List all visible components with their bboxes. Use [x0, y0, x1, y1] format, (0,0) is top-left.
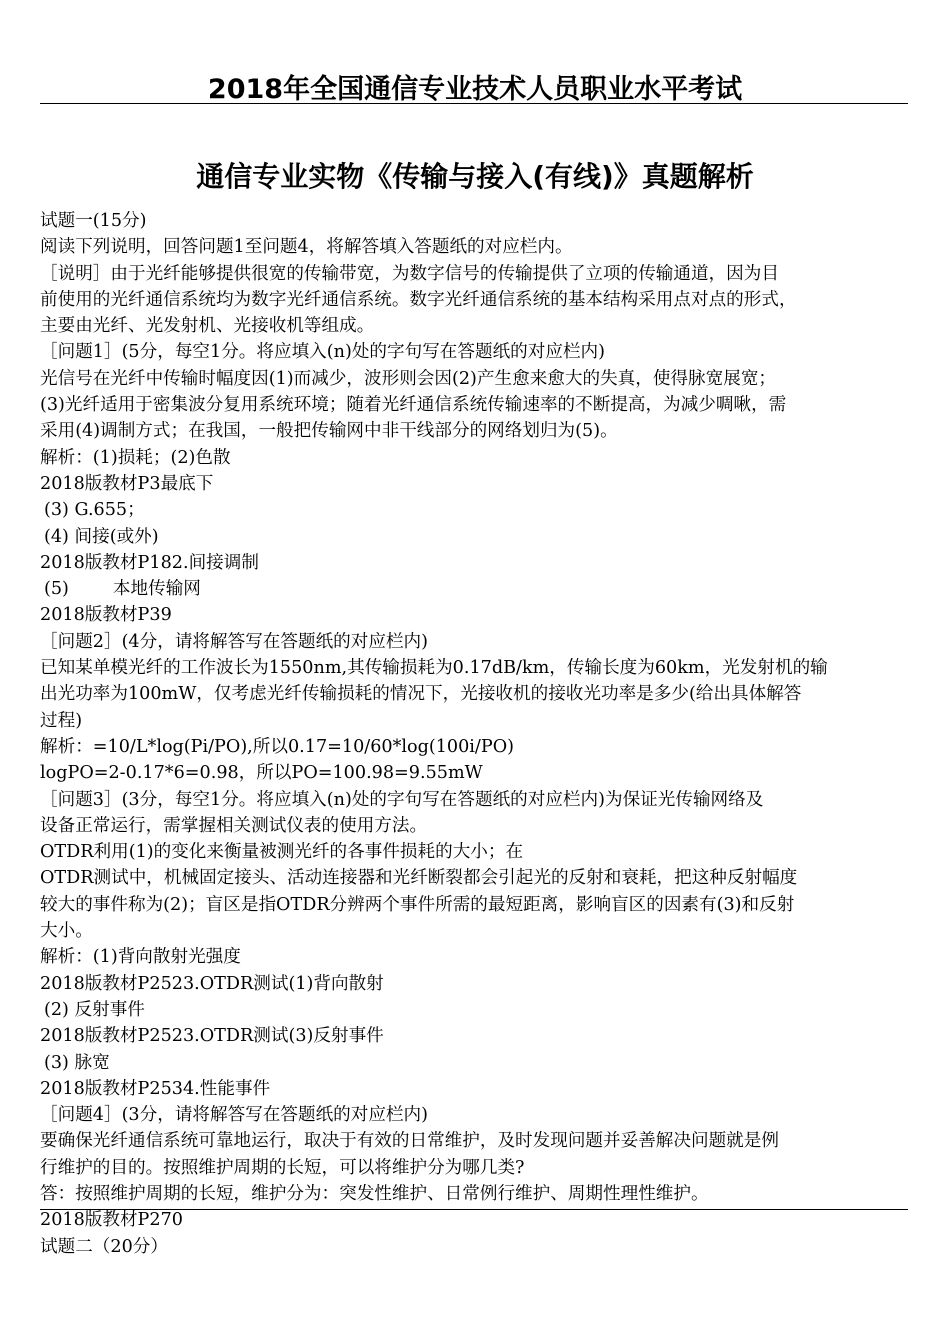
text-line: 行维护的目的。按照维护周期的长短，可以将维护分为哪几类? — [40, 1157, 525, 1178]
text-line: ［问题2］(4分，请将解答写在答题纸的对应栏内) — [40, 631, 428, 652]
text-line: 过程) — [40, 710, 83, 731]
text-line: ［说明］由于光纤能够提供很宽的传输带宽，为数字信号的传输提供了立项的传输通道，因为目 — [40, 263, 779, 284]
text-line: ［问题3］(3分，每空1分。将应填入(n)处的字句写在答题纸的对应栏内)为保证光传输网络及 — [40, 789, 764, 810]
text-line: (2) 反射事件 — [44, 999, 145, 1020]
text-line: 已知某单模光纤的工作波长为1550nm,其传输损耗为0.17dB/km，传输长度为60km，光发射机的输 — [40, 658, 828, 679]
text-line: 解析：(1)背向散射光强度 — [40, 947, 241, 968]
document-body — [40, 208, 908, 1260]
text-line: (4) 间接(或外) — [44, 526, 159, 547]
text-line: 主要由光纤、光发射机、光接收机等组成。 — [40, 316, 375, 337]
text-line: 2018版教材P182.间接调制 — [40, 552, 259, 573]
text-line: 出光功率为100mW，仅考虑光纤传输损耗的情况下，光接收机的接收光功率是多少(给出具体解答 — [40, 684, 802, 705]
text-line: 前使用的光纤通信系统均为数字光纤通信系统。数字光纤通信系统的基本结构采用点对点的形式， — [40, 289, 797, 310]
text-line: 解析：=10/L*log(Pi/PO),所以0.17=10/60*log(100i/PO) — [40, 736, 514, 757]
text-line: 2018版教材P270 — [40, 1210, 183, 1231]
text-line: (3) 脉宽 — [44, 1052, 110, 1073]
answer-text: 本地传输网 — [112, 579, 201, 600]
text-line: 试题一(15分) — [40, 211, 147, 231]
text-line: 2018版教材P2523.OTDR测试(1)背向散射 — [40, 973, 384, 994]
text-line: 2018版教材P39 — [40, 605, 172, 626]
text-line: 阅读下列说明，回答问题1至问题4，将解答填入答题纸的对应栏内。 — [40, 237, 573, 258]
text-line: (3) G.655； — [44, 500, 145, 521]
section-divider — [40, 1209, 908, 1210]
text-line: 较大的事件称为(2)；盲区是指OTDR分辨两个事件所需的最短距离，影响盲区的因素有(3)和反射 — [40, 894, 795, 915]
text-line: OTDR利用(1)的变化来衡量被测光纤的各事件损耗的大小；在 — [40, 842, 524, 863]
text-line: 采用(4)调制方式；在我国，一般把传输网中非干线部分的网络划归为(5)。 — [40, 421, 618, 442]
text-line: logPO=2-0.17*6=0.98，所以PO=100.98=9.55mW — [40, 763, 483, 784]
text-line: 答：按照维护周期的长短，维护分为：突发性维护、日常例行维护、周期性理性维护。 — [40, 1183, 709, 1204]
text-line: 要确保光纤通信系统可靠地运行，取决于有效的日常维护，及时发现问题并妥善解决问题就是例 — [40, 1131, 779, 1152]
text-line: 2018版教材P3最底下 — [40, 473, 214, 494]
text-line: 大小。 — [40, 921, 93, 942]
text-line: 2018版教材P2523.OTDR测试(3)反射事件 — [40, 1026, 384, 1047]
text-line: 光信号在光纤中传输时幅度因(1)而减少，波形则会因(2)产生愈来愈大的失真，使得脉宽展宽； — [40, 368, 777, 389]
text-line — [40, 576, 908, 602]
text-line: 设备正常运行，需掌握相关测试仪表的使用方法。 — [40, 815, 428, 836]
header-rule — [40, 103, 908, 104]
text-line: 解析：(1)损耗；(2)色散 — [40, 447, 231, 468]
text-line: OTDR测试中，机械固定接头、活动连接器和光纤断裂都会引起光的反射和衰耗，把这种反射幅度 — [40, 868, 798, 889]
answer-number: (5) — [44, 579, 69, 600]
text-line: 2018版教材P2534.性能事件 — [40, 1078, 271, 1099]
text-line: 试题二（20分） — [40, 1236, 168, 1257]
exam-header-title: 2018年全国通信专业技术人员职业水平考试 — [207, 74, 743, 105]
text-line: ［问题1］(5分，每空1分。将应填入(n)处的字句写在答题纸的对应栏内) — [40, 342, 605, 363]
document-title: 通信专业实物《传输与接入(有线)》真题解析 — [196, 160, 754, 193]
text-line: ［问题4］(3分，请将解答写在答题纸的对应栏内) — [40, 1105, 428, 1126]
text-line: (3)光纤适用于密集波分复用系统环境；随着光纤通信系统传输速率的不断提高，为减少啁啾，需 — [40, 395, 787, 416]
